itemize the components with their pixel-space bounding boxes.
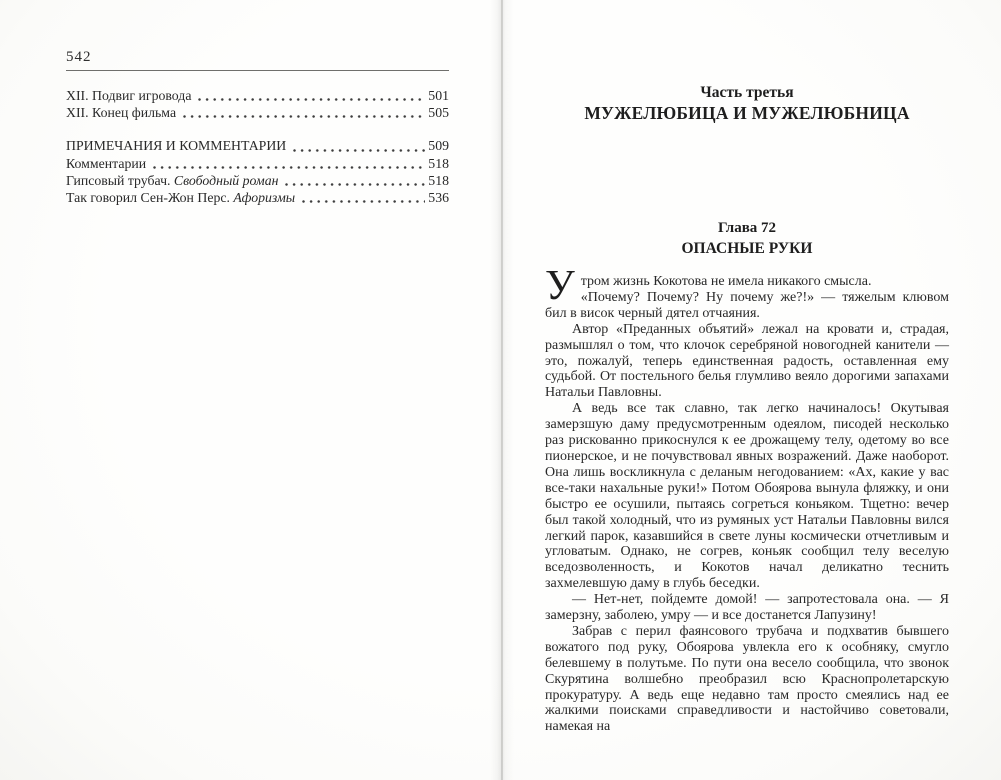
body-paragraph: Утром жизнь Кокотова не имела никакого смысла. [545, 263, 872, 309]
header-rule [66, 70, 449, 71]
toc-entry-page: 536 [428, 190, 449, 206]
toc-dot-leader [286, 137, 428, 154]
toc-dot-leader [146, 155, 428, 172]
toc-dot-leader [176, 104, 428, 121]
part-label: Часть третья [700, 84, 794, 101]
toc-entry [66, 87, 449, 104]
toc-entry-page: 518 [428, 155, 449, 171]
body-paragraph: Забрав с перил фаянсового трубача и подхватив бывшего вожатого под руку, Обоярова увлекла его к особняку, смугло белевшему в полутьме. По пути она весело сообщила, что звонок Скурятина волшебно преобразил всю Краснопролетарскую прокуратуру. А ведь еще недавно там просто смеялись над ее жалкими поисками справедливости и настойчиво советовали, намекая на [545, 623, 949, 735]
body-paragraph: Автор «Преданных объятий» лежал на кровати и, страдая, размышлял о том, что клочок серебряной новогодней канители — это, пожалуй, теперь единственная радость, оставленная ему судьбой. От постельного белья глумливо веяло дорогими запахами Натальи Павловны. [545, 321, 949, 401]
body-paragraph: «Почему? Почему? Ну почему же?!» — тяжелым клювом бил в висок черный дятел отчаяния. [545, 289, 949, 321]
right-page [545, 84, 949, 735]
toc-entry-page: 505 [428, 105, 449, 121]
toc-list [66, 87, 449, 206]
toc-entry [66, 172, 449, 189]
toc-dot-leader [295, 189, 428, 206]
chapter-heading [545, 220, 949, 258]
toc-entry-label: XII. Конец фильма [66, 105, 177, 121]
toc-dot-leader [191, 87, 428, 104]
toc-entry-label: Комментарии [66, 155, 147, 171]
body-paragraph: — Нет-нет, пойдемте домой! — запротестовала она. — Я замерзну, заболею, умру — и все достанется Лапузину! [545, 592, 949, 624]
body-paragraph: А ведь все так славно, так легко начиналось! Окутывая замерзшую даму предусмотренным одеялом, писодей несколько раз рискованно прикоснулся к ее дрожащему телу, одетому во все пионерское, и не почувствовал явных возражений. Даже наоборот. Она лишь воскликнула с деланым негодованием: «Ах, какие у вас все-таки нахальные руки!» Потом Обоярова вынула фляжку, и они быстро ее осушили, пытаясь согреться коньяком. Тщетно: вечер был такой холодный, что из румяных уст Натальи Павловны вился легкий парок, казавшийся в свете луны космически отчетливым и угловатым. Однако, не согрев, коньяк сообщил телу веселую вседозволенность, и Кокотов начал деликатно теснить захмелевшую даму в глубь беседки. [545, 401, 949, 592]
body-text [545, 263, 949, 735]
toc-entry [66, 155, 449, 172]
toc-entry-label: Так говорил Сен-Жон Перс. Афоризмы [66, 190, 296, 206]
toc-entry-label: Гипсовый трубач. Свободный роман [66, 172, 279, 188]
toc-entry-page: 509 [428, 138, 449, 154]
page-gutter-shadow [490, 0, 514, 780]
toc-dot-leader [278, 172, 428, 189]
drop-cap: У [545, 263, 575, 309]
toc-entry [66, 104, 449, 121]
chapter-title: ОПАСНЫЕ РУКИ [681, 240, 813, 257]
toc-entry-page: 501 [428, 88, 449, 103]
left-page [66, 49, 449, 206]
toc-entry [66, 137, 449, 154]
toc-entry-label: ПРИМЕЧАНИЯ И КОММЕНТАРИИ [66, 138, 287, 154]
part-title: МУЖЕЛЮБИЦА И МУЖЕЛЮБНИЦА [584, 103, 910, 123]
chapter-label: Глава 72 [717, 220, 777, 236]
toc-entry [66, 189, 449, 206]
part-heading [545, 84, 949, 124]
toc-entry-label: XII. Подвиг игровода [66, 88, 192, 103]
page-number: 542 [66, 49, 92, 65]
toc-entry-page: 518 [428, 172, 449, 188]
